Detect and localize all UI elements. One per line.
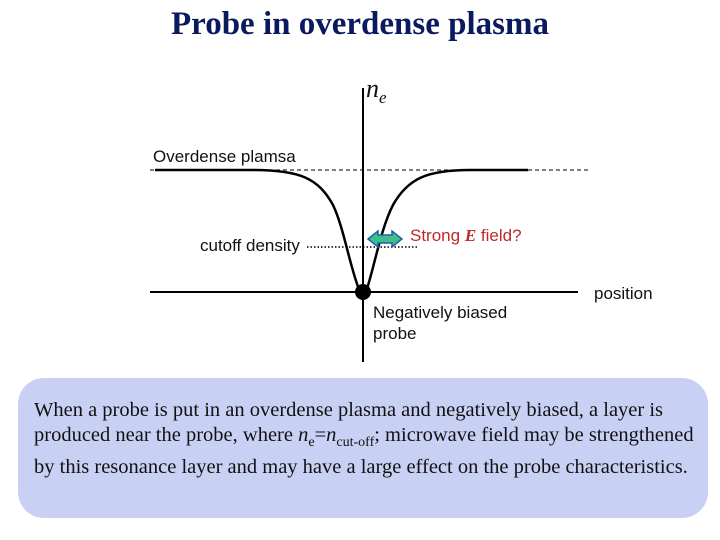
strong-field-label: Strong E field? <box>410 226 522 245</box>
cutoff-density-label: cutoff density <box>200 236 300 255</box>
strong-field-arrow <box>368 231 402 247</box>
overdense-label: Overdense plamsa <box>153 147 296 166</box>
probe-label-line2: probe <box>373 324 417 343</box>
slide-title: Probe in overdense plasma <box>171 6 549 42</box>
x-axis-label: position <box>594 284 653 303</box>
y-axis-label: $n_e$ <box>366 74 387 108</box>
explanation-box <box>18 378 708 518</box>
probe-dot <box>355 284 371 300</box>
probe-label <box>373 302 507 344</box>
probe-label-line1: Negatively biased <box>373 303 508 322</box>
explanation-text: When a probe is put in an overdense plasma and negatively biased, a layer is produced near the probe, where $n_e=n_{cut-off}$; microwave field may be strengthened by this resonance layer and may have a large effect on the probe characteristics. <box>34 399 694 479</box>
